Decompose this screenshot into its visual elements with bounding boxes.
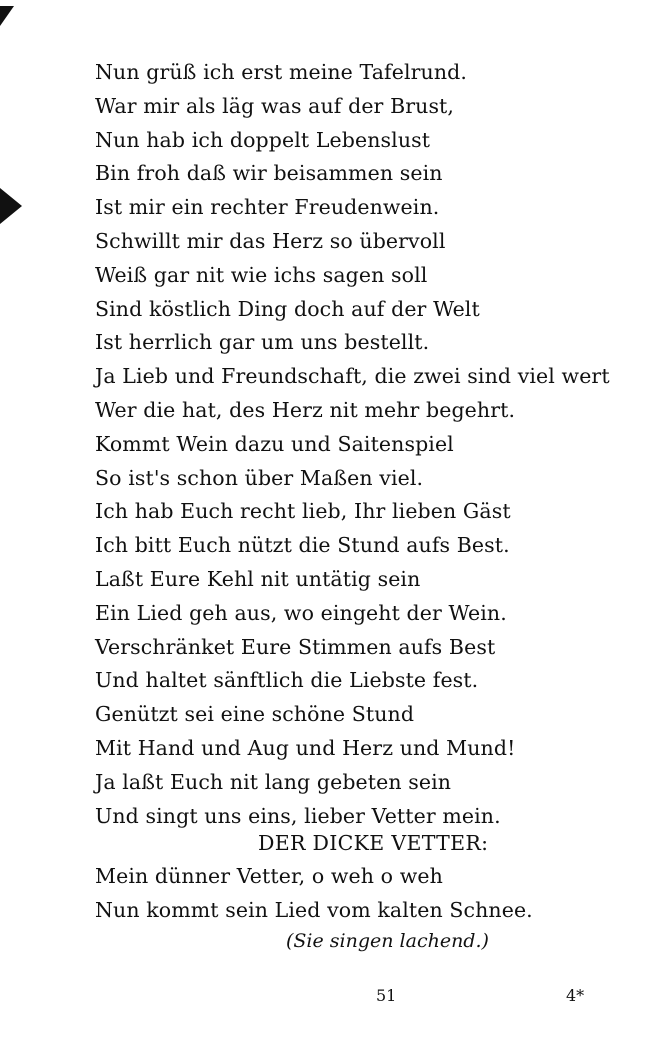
verse-line: Weiß gar nit wie ichs sagen soll <box>95 262 428 287</box>
verse-block <box>95 56 610 833</box>
verse-line: Genützt sei eine schöne Stund <box>95 702 415 727</box>
verse-line: Wer die hat, des Herz nit mehr begehrt. <box>95 397 516 422</box>
verse-line: Mit Hand und Aug und Herz und Mund! <box>95 735 516 760</box>
verse-line: Ich bitt Euch nützt die Stund aufs Best. <box>95 533 510 558</box>
verse-line: Ich hab Euch recht lieb, Ihr lieben Gäst <box>95 499 511 524</box>
closing-verse-block <box>95 860 533 928</box>
verse-line: Bin froh daß wir beisammen sein <box>95 161 443 186</box>
verse-line: Ja Lieb und Freundschaft, die zwei sind viel wert <box>95 364 610 389</box>
verse-line: Laßt Eure Kehl nit untätig sein <box>95 566 421 591</box>
verse-line: Und haltet sänftlich die Liebste fest. <box>95 668 479 693</box>
side-marker-icon <box>0 188 22 224</box>
verse-line: Ein Lied geh aus, wo eingeht der Wein. <box>95 600 507 625</box>
stage-direction: (Sie singen lachend.) <box>286 930 489 952</box>
verse-line: Nun hab ich doppelt Lebenslust <box>95 127 431 152</box>
page-number: 51 <box>376 986 397 1005</box>
verse-line: Nun kommt sein Lied vom kalten Schnee. <box>95 897 533 922</box>
verse-line: Sind köstlich Ding doch auf der Welt <box>95 296 480 321</box>
verse-line: Und singt uns eins, lieber Vetter mein. <box>95 803 501 828</box>
verse-line: Ist herrlich gar um uns bestellt. <box>95 330 430 355</box>
verse-line: Ist mir ein rechter Freudenwein. <box>95 195 440 220</box>
signature-mark: 4* <box>566 986 585 1005</box>
verse-line: Verschränket Eure Stimmen aufs Best <box>95 634 496 659</box>
corner-marker-icon <box>0 6 14 26</box>
verse-line: Nun grüß ich erst meine Tafelrund. <box>95 60 467 84</box>
verse-line: Schwillt mir das Herz so übervoll <box>95 228 446 253</box>
verse-line: So ist's schon über Maßen viel. <box>95 465 424 490</box>
verse-line: War mir als läg was auf der Brust, <box>95 93 455 118</box>
speaker-heading: DER DICKE VETTER: <box>258 831 489 855</box>
verse-line: Mein dünner Vetter, o weh o weh <box>95 864 443 888</box>
verse-line: Ja laßt Euch nit lang gebeten sein <box>95 769 452 794</box>
verse-line: Kommt Wein dazu und Saitenspiel <box>95 431 454 456</box>
